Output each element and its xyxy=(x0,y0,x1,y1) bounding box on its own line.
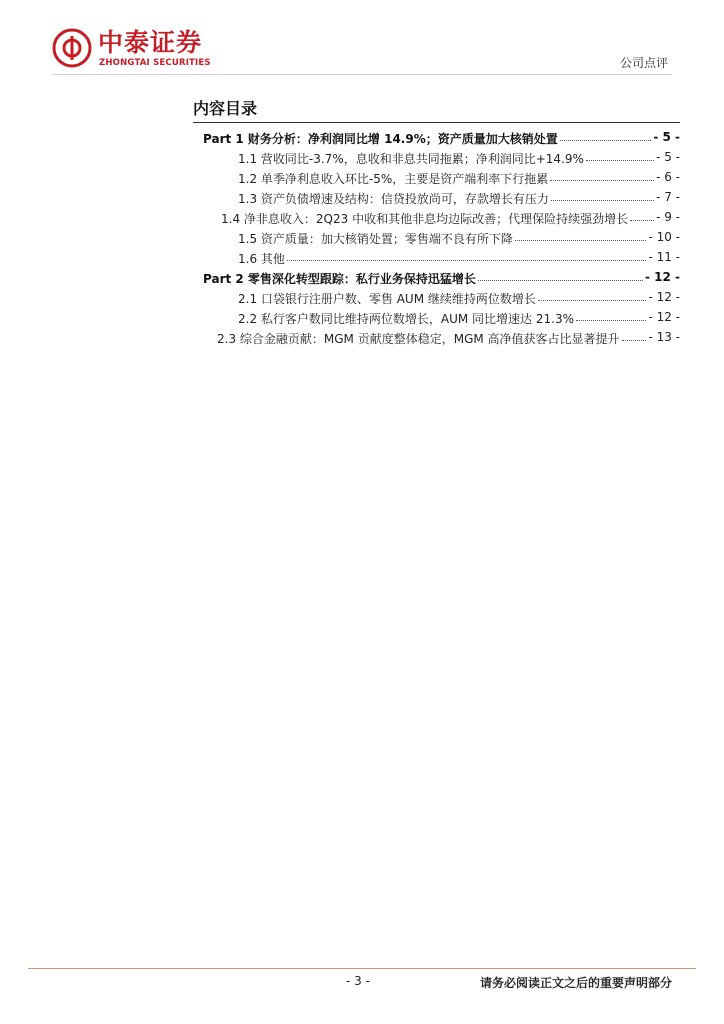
toc-entry-1-2[interactable] xyxy=(0,168,724,188)
toc-entry-page: - 7 - xyxy=(656,190,680,204)
toc-entry-2-2[interactable] xyxy=(0,308,724,328)
zhongtai-logo-icon xyxy=(52,28,92,68)
toc-entry-page: - 12 - xyxy=(648,290,680,304)
toc-leader-dots xyxy=(287,260,646,261)
toc-entry-1-3[interactable] xyxy=(0,188,724,208)
toc-entry-2-1[interactable] xyxy=(0,288,724,308)
toc-entry-part1[interactable] xyxy=(0,128,724,148)
toc-entry-page: - 5 - xyxy=(653,130,680,144)
toc-entry-label: 1.3 资产负债增速及结构：信贷投放尚可，存款增长有压力 xyxy=(238,192,549,206)
company-logo xyxy=(52,26,252,74)
toc-entry-label: 1.1 营收同比-3.7%，息收和非息共同拖累；净利润同比+14.9% xyxy=(238,152,584,166)
toc-entry-page: - 12 - xyxy=(644,270,680,284)
toc-entry-label: 1.4 净非息收入：2Q23 中收和其他非息均边际改善；代理保险持续强劲增长 xyxy=(221,212,629,226)
toc-entry-page: - 11 - xyxy=(648,250,680,264)
toc-entry-label: 2.1 口袋银行注册户数、零售 AUM 继续维持两位数增长 xyxy=(238,292,536,306)
page-number: - 3 - xyxy=(346,974,370,988)
toc-entry-1-6[interactable] xyxy=(0,248,724,268)
toc-entry-page: - 5 - xyxy=(656,150,680,164)
toc-leader-dots xyxy=(515,240,646,241)
footer-divider xyxy=(28,968,696,969)
disclaimer-note: 请务必阅读正文之后的重要声明部分 xyxy=(479,976,672,990)
toc-leader-dots xyxy=(478,280,643,281)
toc-entry-part2[interactable] xyxy=(0,268,724,288)
toc-entry-label: 2.3 综合金融贡献：MGM 贡献度整体稳定，MGM 高净值获客占比显著提升 xyxy=(217,332,620,346)
toc-leader-dots xyxy=(630,220,654,221)
header-divider xyxy=(52,74,672,75)
toc-title-divider xyxy=(193,122,680,123)
toc-entry-page: - 9 - xyxy=(656,210,680,224)
toc-title: 内容目录 xyxy=(193,99,258,118)
toc-entry-label: Part 2 零售深化转型跟踪：私行业务保持迅猛增长 xyxy=(203,272,476,286)
logo-chinese-text: 中泰证券 xyxy=(98,28,203,57)
toc-leader-dots xyxy=(550,180,654,181)
toc-leader-dots xyxy=(560,140,651,141)
toc-entry-1-5[interactable] xyxy=(0,228,724,248)
toc-leader-dots xyxy=(586,160,654,161)
page-header xyxy=(0,0,724,80)
toc-entry-1-1[interactable] xyxy=(0,148,724,168)
logo-english-text: ZHONGTAI SECURITIES xyxy=(99,58,211,68)
toc-entry-label: Part 1 财务分析：净利润同比增 14.9%；资产质量加大核销处置 xyxy=(203,132,558,146)
toc-entry-2-3[interactable] xyxy=(0,328,724,348)
toc-entry-label: 1.5 资产质量：加大核销处置；零售端不良有所下降 xyxy=(238,232,513,246)
toc-entry-page: - 6 - xyxy=(656,170,680,184)
toc-entry-1-4[interactable] xyxy=(0,208,724,228)
toc-entry-label: 1.2 单季净利息收入环比-5%，主要是资产端利率下行拖累 xyxy=(238,172,549,186)
document-type: 公司点评 xyxy=(619,56,668,70)
toc-leader-dots xyxy=(551,200,654,201)
toc-leader-dots xyxy=(622,340,646,341)
toc-entry-page: - 10 - xyxy=(648,230,680,244)
toc-leader-dots xyxy=(576,320,646,321)
toc-entry-label: 2.2 私行客户数同比维持两位数增长，AUM 同比增速达 21.3% xyxy=(238,312,574,326)
toc-leader-dots xyxy=(538,300,646,301)
toc-entry-page: - 12 - xyxy=(648,310,680,324)
toc-entry-label: 1.6 其他 xyxy=(238,252,285,266)
toc-entry-page: - 13 - xyxy=(648,330,680,344)
